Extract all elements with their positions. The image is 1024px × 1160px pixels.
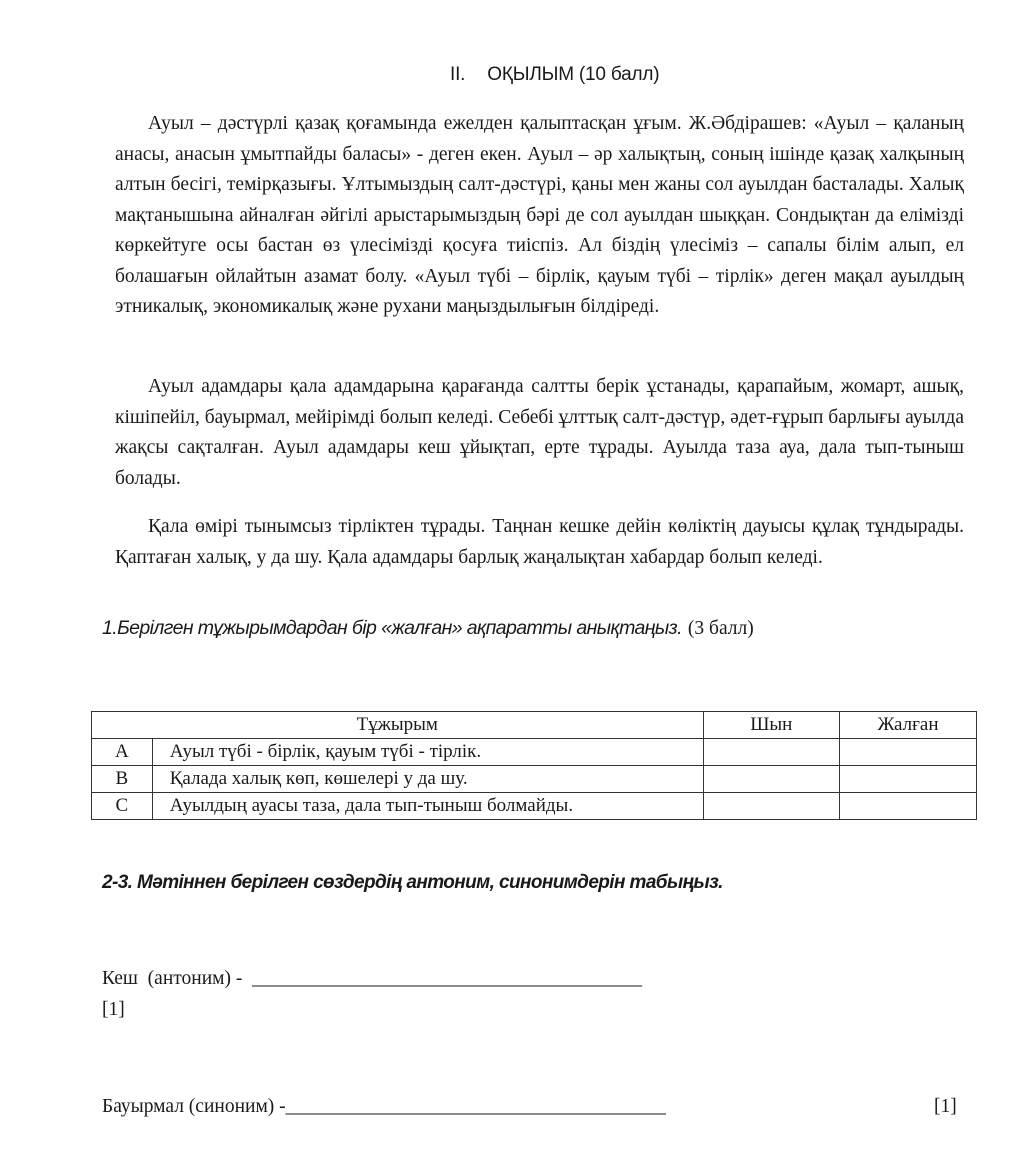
section-heading — [450, 64, 659, 86]
table-row — [92, 793, 977, 820]
question-1-points: (3 балл) — [687, 618, 754, 639]
table-row — [92, 766, 977, 793]
synonym-mark: [1] — [934, 1096, 957, 1117]
question-1-text: 1.Берілген тұжырымдардан бір «жалған» ақпаратты анықтаңыз. — [102, 617, 682, 639]
row-letter: B — [92, 766, 153, 793]
question-2: 2-3. Мәтіннен берілген сөздердің антоним, синонимдерін табыңыз. — [102, 872, 723, 893]
true-answer-cell[interactable] — [703, 739, 839, 766]
table-header-row — [92, 712, 977, 739]
true-answer-cell[interactable] — [703, 766, 839, 793]
header-false: Жалған — [840, 712, 977, 739]
section-number: II. — [450, 64, 466, 85]
true-answer-cell[interactable] — [703, 793, 839, 820]
paragraph-1: Ауыл – дәстүрлі қазақ қоғамында ежелден қалыптасқан ұғым. Ж.Әбдірашев: «Ауыл – қаланың анасы, анасын ұмытпайды баласы» - деген екен. Ауыл – әр халықтың, соның ішінде қазақ халқының алтын бесігі, темірқазығы. Ұлтымыздың салт-дәстүрі, қаны мен жаны сол ауылдан басталады. Халық мақтанышына айналған әйгілі арыстарымыздың бәрі де сол ауылдан шыққан. Сондықтан да елімізді көркейтуге осы бастан өз үлесімізді қосуға тиіспіз. Ал біздің үлесіміз – сапалы білім алып, ел болашағын ойлайтын азамат болу. «Ауыл түбі – бірлік, қауым түбі – тірлік» деген мақал ауылдың этникалық, экономикалық және рухани маңыздылығын білдіреді. — [115, 113, 964, 317]
statements-table — [91, 711, 977, 820]
table-row — [92, 739, 977, 766]
false-answer-cell[interactable] — [840, 739, 977, 766]
antonym-mark: [1] — [102, 999, 125, 1020]
synonym-answer-line[interactable]: Бауырмал (синоним) -_______________________________________ — [102, 1096, 666, 1117]
row-statement: Ауыл түбі - бірлік, қауым түбі - тірлік. — [152, 739, 703, 766]
false-answer-cell[interactable] — [840, 766, 977, 793]
row-statement: Қалада халық көп, көшелері у да шу. — [152, 766, 703, 793]
paragraph-2: Ауыл адамдары қала адамдарына қарағанда салтты берік ұстанады, қарапайым, жомарт, ашық, кішіпейіл, бауырмал, мейірімді болып келеді. Себебі ұлттық салт-дәстүр, әдет-ғұрып барлығы ауылда жақсы сақталған. Ауыл адамдары кеш ұйықтап, ерте тұрады. Ауылда таза ауа, дала тып-тыныш болады. — [115, 376, 964, 489]
row-statement: Ауылдың ауасы таза, дала тып-тыныш болмайды. — [152, 793, 703, 820]
header-true: Шын — [703, 712, 839, 739]
header-statement: Тұжырым — [92, 712, 704, 739]
antonym-answer-line[interactable]: Кеш (антоним) - ________________________________________ — [102, 968, 643, 989]
row-letter: C — [92, 793, 153, 820]
section-title: ОҚЫЛЫМ (10 балл) — [487, 64, 660, 85]
false-answer-cell[interactable] — [840, 793, 977, 820]
paragraph-3: Қала өмірі тынымсыз тірліктен тұрады. Таңнан кешке дейін көліктің дауысы құлақ тұндырады. Қаптаған халық, у да шу. Қала адамдары барлық жаңалықтан хабардар болып келеді. — [115, 516, 964, 568]
question-1 — [102, 617, 754, 640]
row-letter: A — [92, 739, 153, 766]
